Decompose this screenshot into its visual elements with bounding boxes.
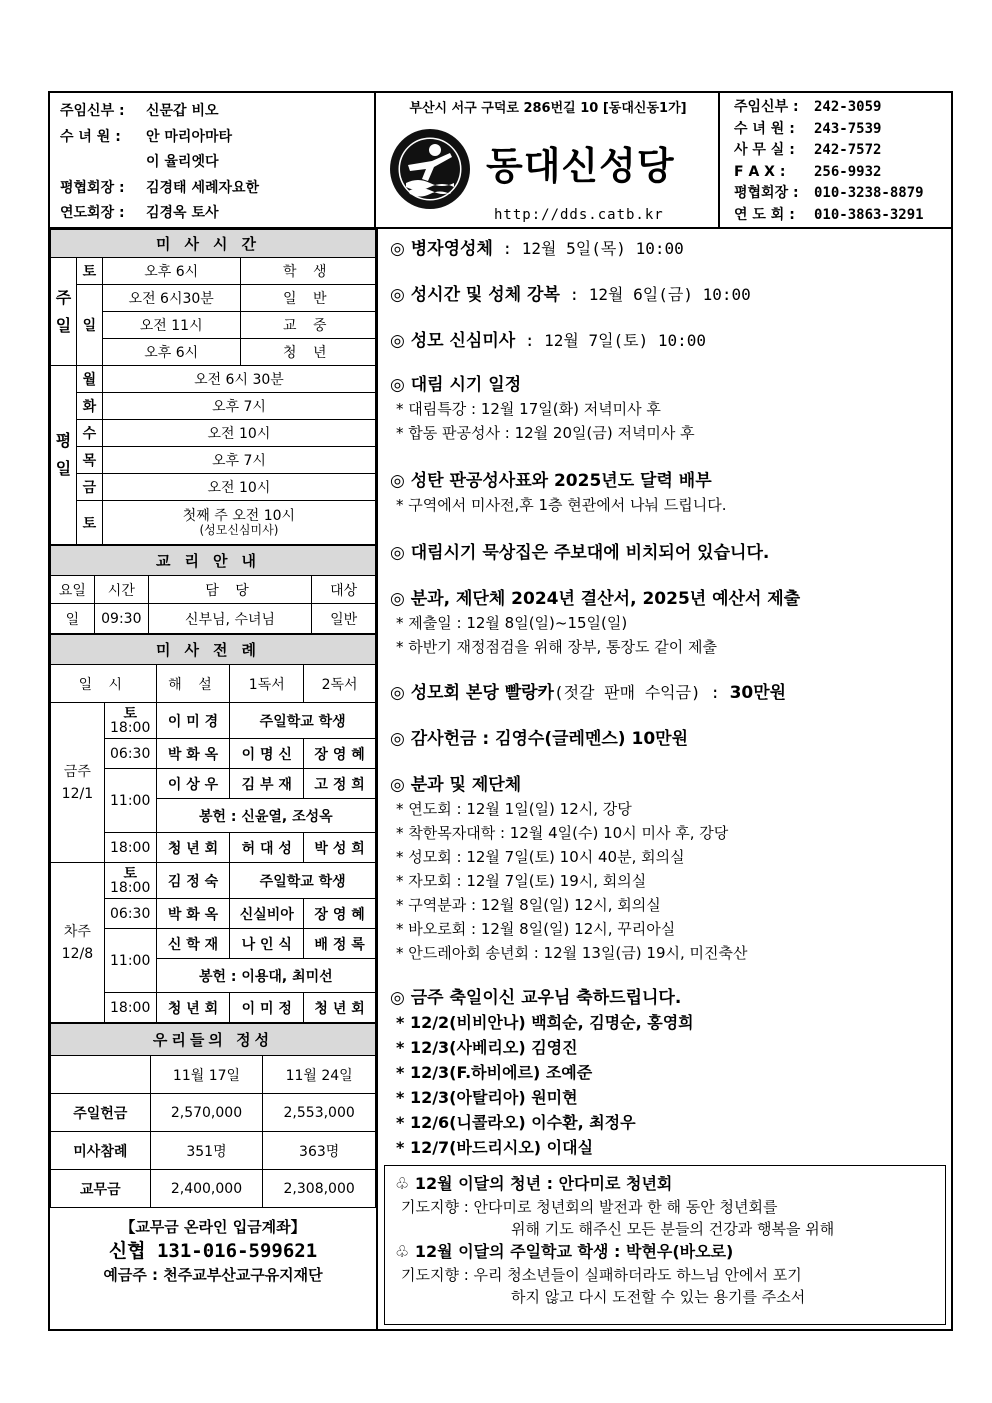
church-address: 부산시 서구 구덕로 286번길 10 [동대신동1가]: [409, 101, 687, 116]
sat-time-cell: 토 18:00: [104, 863, 156, 899]
time-cell: 11:00: [104, 929, 156, 993]
contact-line: 주임신부 : 242-3059: [734, 99, 882, 115]
day-cell: 월: [76, 366, 102, 393]
time-cell: 11:00: [104, 769, 156, 833]
week-label: 금주 12/1: [51, 703, 105, 863]
offering-label: 주일헌금: [51, 1094, 151, 1132]
header-cell: 1독서: [230, 665, 304, 703]
catechism-cell: 09:30: [94, 604, 148, 634]
reader-cell: 신실비아: [230, 899, 304, 929]
target-cell: 학 생: [240, 258, 375, 285]
reader-cell: 주일학교 학생: [230, 863, 376, 899]
first-saturday-cell: 첫째 주 오전 10시 (성모신심미사): [102, 501, 375, 545]
day-cell: 목: [76, 447, 102, 474]
time-cell: 오전 11시: [102, 312, 240, 339]
staff-line: 평협회장 : 김경태 세례자요한: [60, 179, 260, 196]
announcement: ◎ 대림 시기 일정 * 대림특강 : 12월 17일(화) 저녁미사 후 * 합동 판공성사 : 12월 20일(금) 저녁미사 후: [390, 375, 695, 442]
header-cell: 일 시: [51, 665, 157, 703]
commentator-cell: 이 미 경: [156, 703, 230, 739]
header-cell: 해 설: [156, 665, 230, 703]
reader-cell: 나 인 식: [230, 929, 304, 959]
contact-line: F A X : 256-9932: [734, 163, 882, 180]
time-cell: 오전 10시: [102, 474, 375, 501]
header-contacts: [720, 93, 953, 229]
catechism-cell: 일반: [312, 604, 376, 634]
time-cell: 오전 6시30분: [102, 285, 240, 312]
weekday-label: 평일: [51, 366, 77, 545]
reader-cell: 주일학교 학생: [230, 703, 376, 739]
contact-line: 평협회장 : 010-3238-8879: [734, 185, 924, 202]
bank-info: [50, 1208, 376, 1286]
announcement: ◎ 분과 및 제단체 * 연도회 : 12월 1일(일) 12시, 강당 * 착한목자대학 : 12월 4일(수) 10시 미사 후, 강당 * 성모회 : 12월 7일(토) 10시 40분, 회의실 * 자모회 : 12월 7일(토) 19시, 회의실 * 구역분과 : 12월 8일(일) 12시, 회의실 * 바오로회 : 12월 8일(일) 12시, 꾸리아실 * 안드레아회 송년회 : 12월 13일(금) 19시, 미진축산: [390, 775, 748, 962]
reader-cell: 이 미 정: [230, 993, 304, 1023]
student-title: ♧ 12월 이달의 주일학교 학생 : 박현우(바오로): [395, 1242, 734, 1261]
target-cell: 청 년: [240, 339, 375, 366]
offertory-cell: 봉헌 : 이용대, 최미선: [156, 959, 375, 993]
offering-value: 363명: [263, 1132, 376, 1170]
header-cell: 2독서: [304, 665, 376, 703]
announcement: ◎ 병자영성체 : 12월 5일(목) 10:00: [390, 239, 684, 259]
reader-cell: 장 영 혜: [304, 899, 376, 929]
reader-cell: 박 성 희: [304, 833, 376, 863]
offering-value: 2,553,000: [263, 1094, 376, 1132]
contact-line: 사 무 실 : 242-7572: [734, 142, 882, 159]
day-cell: 토: [76, 501, 102, 545]
church-name: 동대신성당: [486, 144, 675, 188]
day-cell: 화: [76, 393, 102, 420]
commentator-cell: 김 정 숙: [156, 863, 230, 899]
staff-line: 수 녀 원 : 안 마리아마타: [60, 128, 233, 145]
time-cell: 오전 10시: [102, 420, 375, 447]
header-cell: 시간: [94, 576, 148, 604]
liturgy-title: 미사전례: [51, 635, 376, 665]
reader-cell: 장 영 혜: [304, 739, 376, 769]
announcement: ◎ 분과, 제단체 2024년 결산서, 2025년 예산서 제출 * 제출일 : 12월 8일(일)~15일(일) * 하반기 재정점검을 위해 장부, 통장도 같이 제출: [390, 589, 801, 656]
time-cell: 오후 6시: [102, 339, 240, 366]
offering-label: 교무금: [51, 1170, 151, 1208]
church-url[interactable]: http://dds.catb.kr: [494, 207, 664, 223]
announcements: [378, 229, 953, 1331]
student-intention: 하지 않고 다시 도전할 수 있는 용기를 주소서: [511, 1288, 806, 1306]
church-logo-icon: [388, 127, 472, 211]
staff-line: 주임신부 : 신문갑 비오: [60, 103, 219, 119]
contact-line: 수 녀 원 : 243-7539: [734, 120, 882, 137]
time-cell: 오후 6시: [102, 258, 240, 285]
commentator-cell: 박 화 옥: [156, 899, 230, 929]
bulletin-frame: [48, 91, 953, 1331]
staff-line: 연도회장 : 김경옥 토사: [60, 205, 219, 221]
catechism-cell: 일: [51, 604, 95, 634]
header-cell: 11월 17일: [150, 1056, 263, 1094]
offering-table: [50, 1023, 376, 1208]
reader-cell: 배 정 록: [304, 929, 376, 959]
announcement: ◎ 성모회 본당 빨랑카(젓갈 판매 수익금) : 30만원: [390, 683, 787, 703]
sunday-label: 주일: [51, 258, 77, 366]
announcement: ◎ 성시간 및 성체 강복 : 12월 6일(금) 10:00: [390, 285, 751, 305]
header-cell: 11월 24일: [263, 1056, 376, 1094]
mass-time-table: [50, 229, 376, 545]
commentator-cell: 청 년 회: [156, 833, 230, 863]
commentator-cell: 신 학 재: [156, 929, 230, 959]
announcement: ◎ 대림시기 묵상집은 주보대에 비치되어 있습니다.: [390, 543, 770, 563]
announcement: ◎ 감사헌금 : 김영수(글레멘스) 10만원: [390, 729, 688, 749]
day-cell: 일: [76, 285, 102, 366]
liturgy-table: [50, 634, 376, 1023]
day-cell: 토: [76, 258, 102, 285]
catechism-cell: 신부님, 수녀님: [148, 604, 311, 634]
student-intention: 기도지향 : 우리 청소년들이 실패하더라도 하느님 안에서 포기: [401, 1266, 802, 1284]
mass-time-title: 미사시간: [51, 230, 376, 258]
header-church: [376, 93, 720, 229]
offering-value: 2,308,000: [263, 1170, 376, 1208]
commentator-cell: 청 년 회: [156, 993, 230, 1023]
commentator-cell: 박 화 옥: [156, 739, 230, 769]
reader-cell: 청 년 회: [304, 993, 376, 1023]
announcement: ◎ 성모 신심미사 : 12월 7일(토) 10:00: [390, 331, 707, 351]
offering-label: 미사참례: [51, 1132, 151, 1170]
youth-intention: 위해 기도 해주신 모든 분들의 건강과 행복을 위해: [511, 1220, 835, 1238]
bank-title: 【교무금 온라인 입금계좌】: [120, 1218, 306, 1236]
youth-intention: 기도지향 : 안다미로 청년회의 발전과 한 해 동안 청년회를: [401, 1198, 778, 1216]
left-column: [50, 229, 378, 1331]
offering-value: 351명: [150, 1132, 263, 1170]
time-cell: 오전 6시 30분: [102, 366, 375, 393]
blank-cell: [51, 1056, 151, 1094]
reader-cell: 허 대 성: [230, 833, 304, 863]
target-cell: 교 중: [240, 312, 375, 339]
offering-title: 우리들의 정성: [51, 1024, 376, 1056]
offering-value: 2,400,000: [150, 1170, 263, 1208]
time-cell: 06:30: [104, 739, 156, 769]
staff-line: 이 율리엣다: [146, 154, 219, 170]
commentator-cell: 이 상 우: [156, 769, 230, 799]
offertory-cell: 봉헌 : 신윤열, 조성옥: [156, 799, 375, 833]
week-label: 차주 12/8: [51, 863, 105, 1023]
time-cell: 06:30: [104, 899, 156, 929]
bank-holder: 예금주 : 천주교부산교구유지재단: [103, 1266, 323, 1284]
time-cell: 오후 7시: [102, 447, 375, 474]
monthly-box: [384, 1165, 946, 1325]
target-cell: 일 반: [240, 285, 375, 312]
announcement: ◎ 성탄 판공성사표와 2025년도 달력 배부 * 구역에서 미사전,후 1층 현관에서 나눠 드립니다.: [390, 471, 727, 514]
reader-cell: 이 명 신: [230, 739, 304, 769]
contact-line: 연 도 회 : 010-3863-3291: [734, 206, 924, 223]
bank-account: 신협 131-016-599621: [108, 1240, 318, 1262]
sat-time-cell: 토 18:00: [104, 703, 156, 739]
time-cell: 18:00: [104, 833, 156, 863]
offering-value: 2,570,000: [150, 1094, 263, 1132]
day-cell: 금: [76, 474, 102, 501]
header-cell: 대상: [312, 576, 376, 604]
time-cell: 18:00: [104, 993, 156, 1023]
reader-cell: 고 정 희: [304, 769, 376, 799]
catechism-title: 교리안내: [51, 546, 376, 576]
announcement: ◎ 금주 축일이신 교우님 축하드립니다. * 12/2(비비안나) 백희순, 김명순, 홍영희 * 12/3(사베리오) 김영진 * 12/3(F.하비에르) 조예준 * 12/3(아탈리아) 원미현 * 12/6(니콜라오) 이수환, 최정우 * 12/7(바드리시오) 이대실: [390, 988, 694, 1157]
day-cell: 수: [76, 420, 102, 447]
time-cell: 오후 7시: [102, 393, 375, 420]
catechism-table: [50, 545, 376, 634]
header-cell: 요일: [51, 576, 95, 604]
reader-cell: 김 부 재: [230, 769, 304, 799]
header-staff: [50, 93, 376, 229]
header-cell: 담 당: [148, 576, 311, 604]
youth-title: ♧ 12월 이달의 청년 : 안다미로 청년회: [395, 1174, 673, 1193]
